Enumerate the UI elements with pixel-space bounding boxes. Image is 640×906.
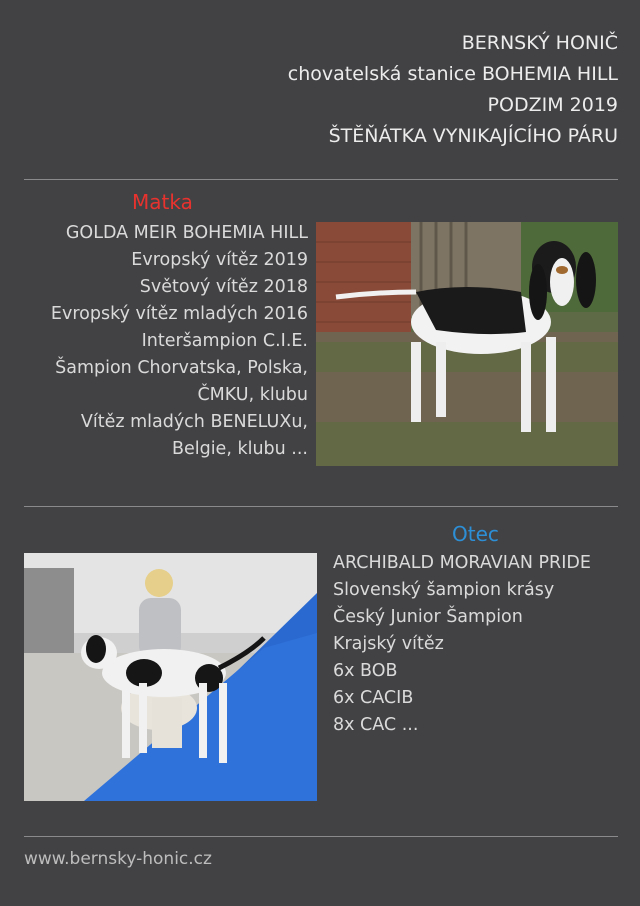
website-url[interactable]: www.bernsky-honic.cz	[24, 849, 212, 869]
mother-line: ČMKU, klubu	[197, 385, 308, 405]
mother-title: Matka	[132, 190, 193, 214]
mother-line: Belgie, klubu ...	[171, 439, 308, 459]
father-photo	[24, 553, 317, 801]
mother-line: Evropský vítěz 2019	[131, 250, 308, 270]
mother-details	[22, 220, 308, 463]
father-line: Český Junior Šampion	[333, 607, 523, 627]
header-season: PODZIM 2019	[487, 94, 618, 116]
mother-line: Šampion Chorvatska, Polska,	[55, 358, 308, 378]
father-details	[333, 550, 591, 739]
father-line: 8x CAC ...	[333, 715, 419, 735]
father-line: ARCHIBALD MORAVIAN PRIDE	[333, 553, 591, 573]
father-line: Slovenský šampion krásy	[333, 580, 555, 600]
father-line: Krajský vítěz	[333, 634, 444, 654]
header-kennel: chovatelská stanice BOHEMIA HILL	[287, 63, 618, 85]
mother-line: Evropský vítěz mladých 2016	[50, 304, 308, 324]
mother-line: GOLDA MEIR BOHEMIA HILL	[65, 223, 308, 243]
mother-line: Interšampion C.I.E.	[141, 331, 308, 351]
father-line: 6x BOB	[333, 661, 398, 681]
divider-top	[24, 179, 618, 180]
divider-middle	[24, 506, 618, 507]
header-breed: BERNSKÝ HONIČ	[461, 32, 618, 54]
divider-bottom	[24, 836, 618, 837]
header	[288, 28, 618, 152]
father-line: 6x CACIB	[333, 688, 414, 708]
mother-photo	[316, 222, 618, 466]
father-title: Otec	[452, 522, 499, 546]
header-tagline: ŠTĚŇÁTKA VYNIKAJÍCÍHO PÁRU	[328, 125, 618, 147]
mother-line: Vítěz mladých BENELUXu,	[80, 412, 308, 432]
mother-line: Světový vítěz 2018	[139, 277, 308, 297]
